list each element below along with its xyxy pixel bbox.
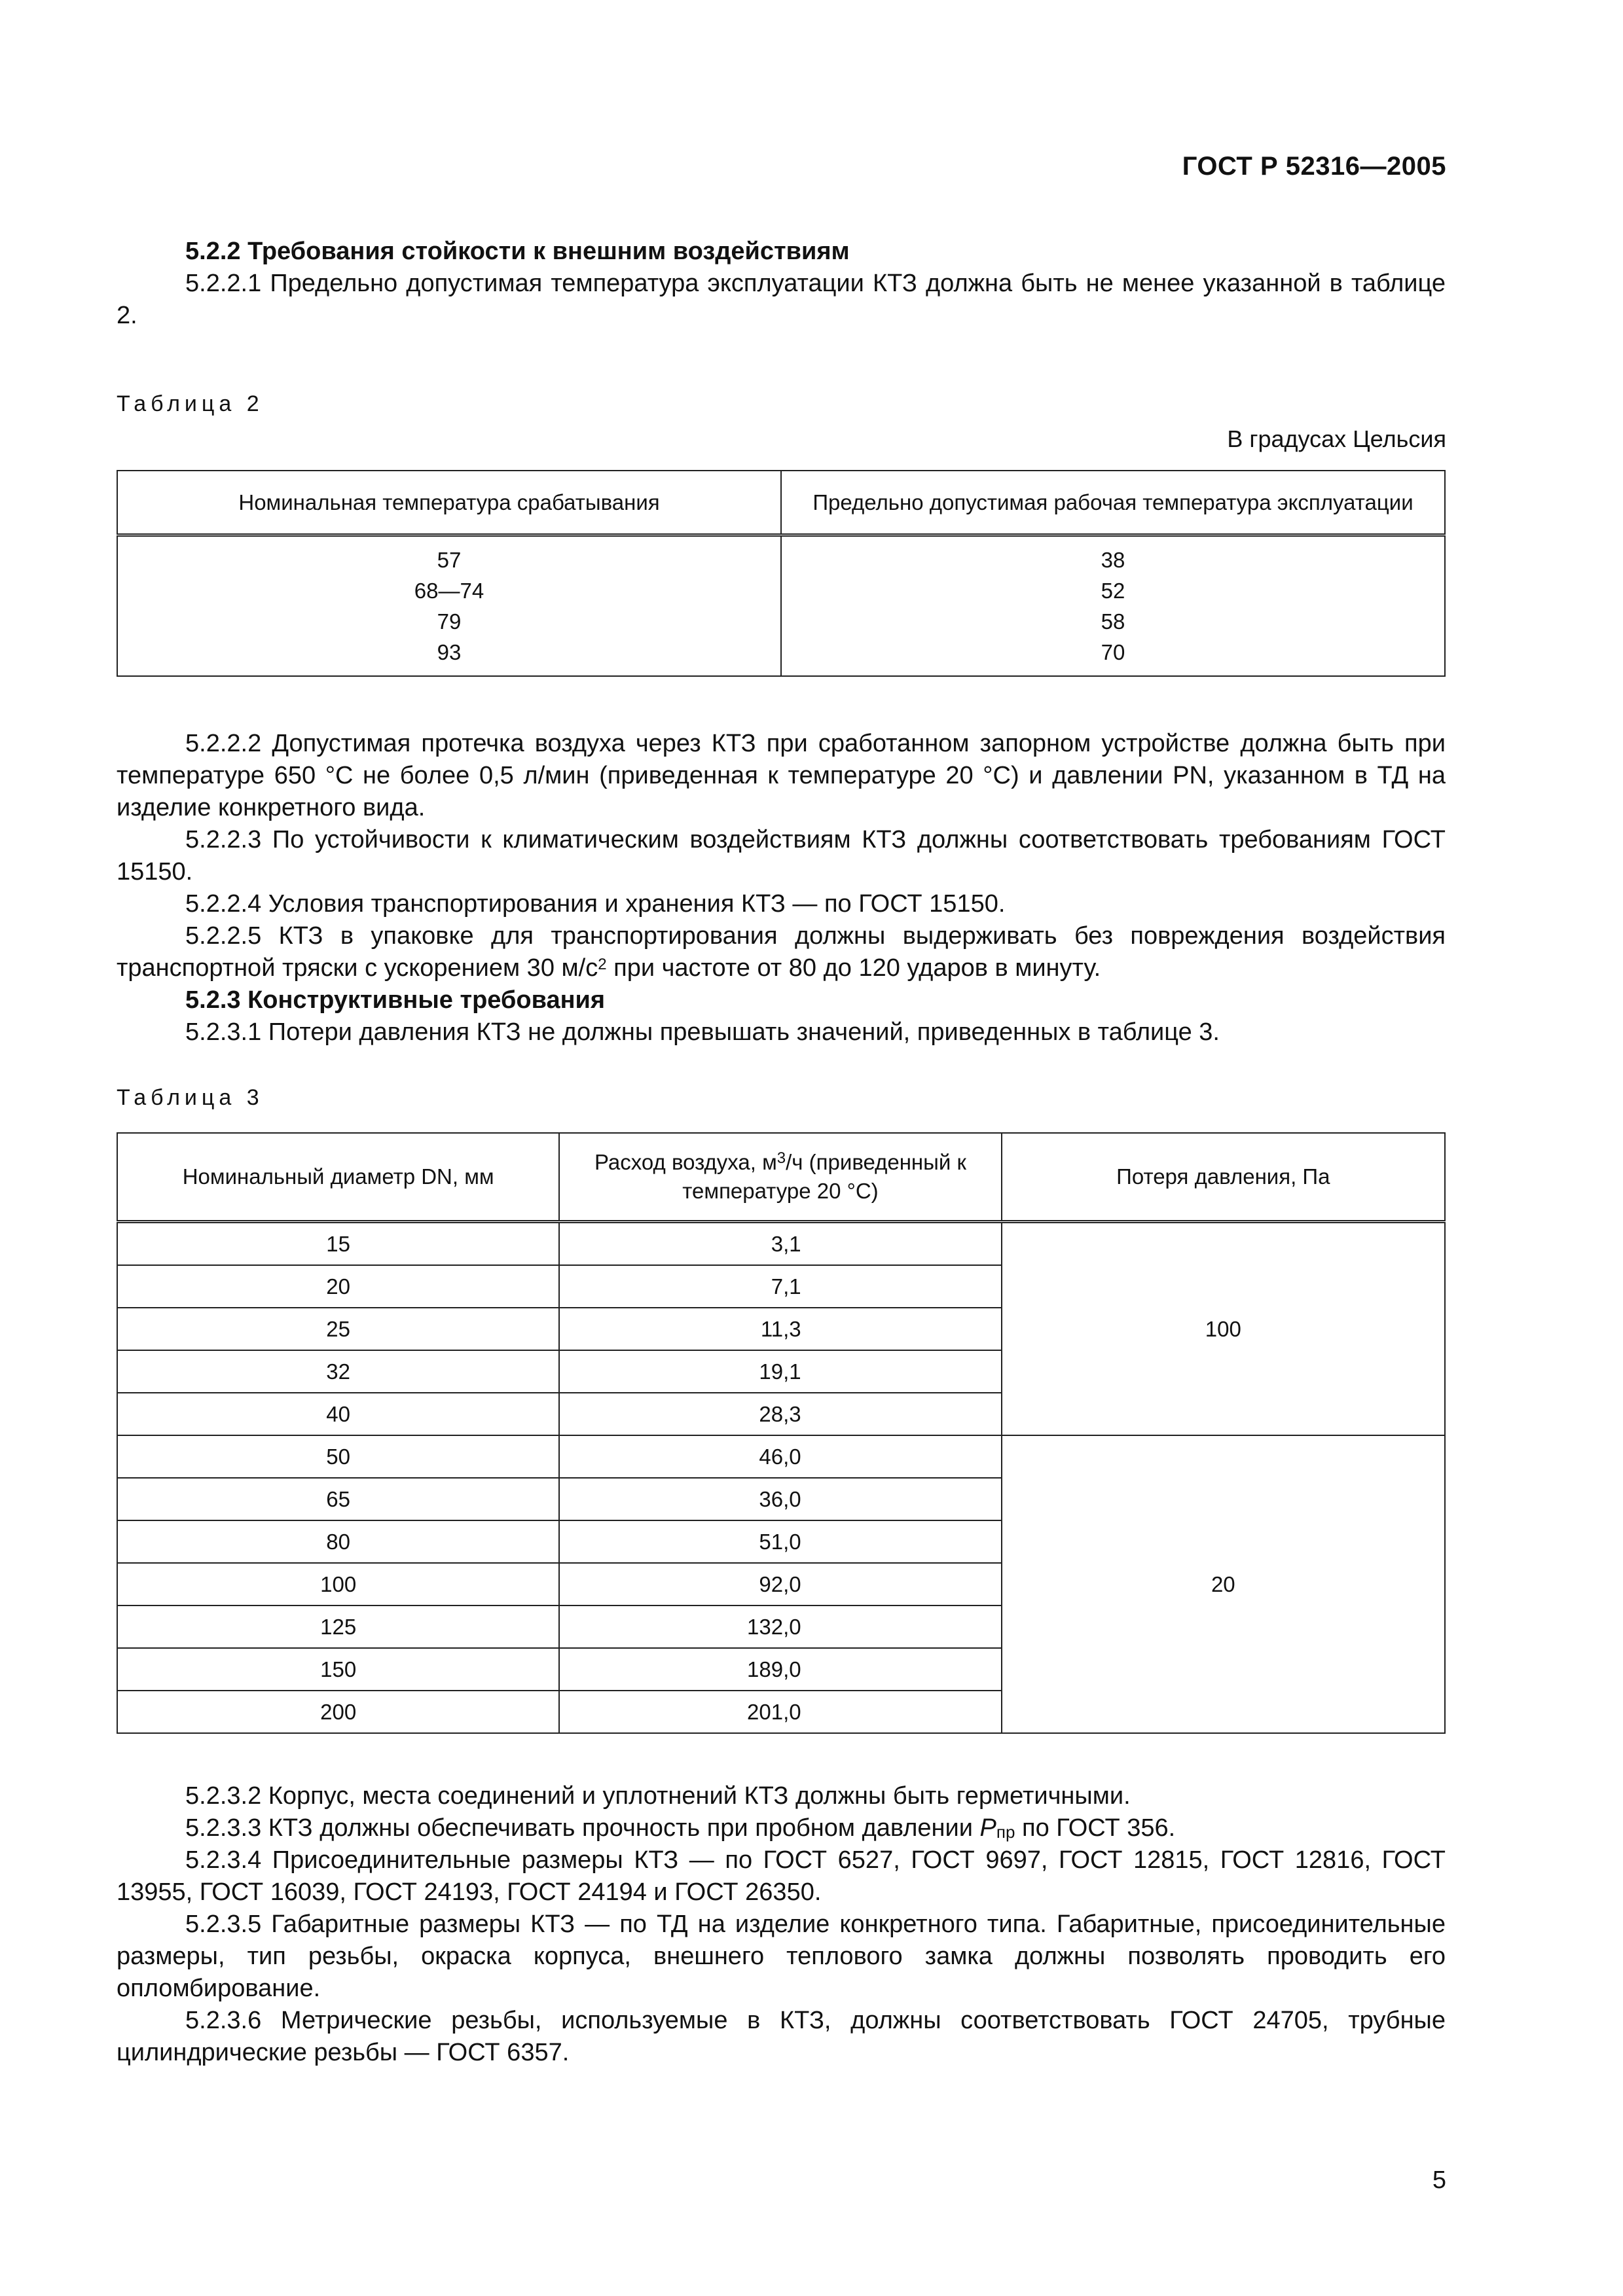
table-cell: 7,1 xyxy=(559,1265,1001,1308)
table-cell: 201,0 xyxy=(559,1691,1001,1733)
table-3 xyxy=(117,1132,1446,1734)
table-cell: 125 xyxy=(117,1605,559,1648)
table-cell: 36,0 xyxy=(559,1478,1001,1520)
table-3-pressure-loss-group-1: 100 xyxy=(1002,1222,1445,1436)
table-cell: 57 xyxy=(437,548,462,572)
table-cell: 93 xyxy=(437,640,462,664)
table-3-label: Таблица 3 xyxy=(117,1085,264,1110)
table-3-header-pressure-loss: Потеря давления, Па xyxy=(1002,1133,1445,1222)
table-cell: 200 xyxy=(117,1691,559,1733)
section-5-2-2 xyxy=(117,236,1446,332)
section-5-2-3-continued xyxy=(117,1780,1446,2069)
table-cell: 11,3 xyxy=(559,1308,1001,1350)
document-code: ГОСТ Р 52316—2005 xyxy=(1182,152,1446,181)
paragraph-5-2-2-2: 5.2.2.2 Допустимая протечка воздуха через КТЗ при сработанном запорном устройстве должна быть при температуре 650 °С не более 0,5 л/мин (приведенная к температуре 20 °С) и давлении PN, указанном в ТД на изделие конкретного вида. xyxy=(117,730,1446,821)
table-cell: 58 xyxy=(1101,609,1125,634)
paragraph-5-2-3-5: 5.2.3.5 Габаритные размеры КТЗ — по ТД на изделие конкретного типа. Габаритные, присоединительные размеры, тип резьбы, окраска корпуса, внешнего теплового замка должны позволять проводить его опломбирование. xyxy=(117,1910,1446,2002)
section-heading-5-2-3: 5.2.3 Конструктивные требования xyxy=(185,986,606,1014)
table-cell: 132,0 xyxy=(559,1605,1001,1648)
table-row xyxy=(117,535,1445,677)
paragraph-5-2-2-5 xyxy=(117,920,1446,984)
table-cell: 92,0 xyxy=(559,1563,1001,1605)
paragraph-text: по ГОСТ 356. xyxy=(1015,1814,1176,1842)
table-cell: 65 xyxy=(117,1478,559,1520)
table-2-header-nominal-temp: Номинальная температура срабатывания xyxy=(117,471,781,535)
page-number: 5 xyxy=(1432,2166,1446,2194)
table-cell: 51,0 xyxy=(559,1520,1001,1563)
table-cell: 38 xyxy=(1101,548,1125,572)
superscript: 2 xyxy=(598,956,607,973)
superscript: 3 xyxy=(776,1149,786,1167)
table-2 xyxy=(117,470,1446,677)
table-cell: 46,0 xyxy=(559,1435,1001,1478)
table-2-col2-values xyxy=(781,535,1445,677)
paragraph-text: при частоте от 80 до 120 ударов в минуту. xyxy=(606,954,1101,982)
section-heading-5-2-2: 5.2.2 Требования стойкости к внешним воздействиям xyxy=(185,238,850,265)
table-cell: 79 xyxy=(437,609,462,634)
table-cell: 50 xyxy=(117,1435,559,1478)
table-cell: 15 xyxy=(117,1222,559,1266)
paragraph-5-2-2-4: 5.2.2.4 Условия транспортирования и хранения КТЗ — по ГОСТ 15150. xyxy=(185,890,1006,918)
table-cell: 20 xyxy=(117,1265,559,1308)
table-cell: 100 xyxy=(117,1563,559,1605)
table-row xyxy=(117,1435,1445,1478)
header-text: Расход воздуха, м xyxy=(594,1150,777,1174)
table-cell: 3,1 xyxy=(559,1222,1001,1266)
paragraph-5-2-2-3: 5.2.2.3 По устойчивости к климатическим воздействиям КТЗ должны соответствовать требованиям ГОСТ 15150. xyxy=(117,826,1446,886)
paragraph-5-2-3-3 xyxy=(117,1812,1446,1844)
paragraph-5-2-3-4: 5.2.3.4 Присоединительные размеры КТЗ — по ГОСТ 6527, ГОСТ 9697, ГОСТ 12815, ГОСТ 12816, ГОСТ 13955, ГОСТ 16039, ГОСТ 24193, ГОСТ 24194 и ГОСТ 26350. xyxy=(117,1846,1446,1906)
paragraph-5-2-3-1: 5.2.3.1 Потери давления КТЗ не должны превышать значений, приведенных в таблице 3. xyxy=(185,1018,1220,1046)
paragraph-5-2-2-1: 5.2.2.1 Предельно допустимая температура эксплуатации КТЗ должна быть не менее указанной в таблице 2. xyxy=(117,270,1446,329)
table-cell: 68—74 xyxy=(414,579,484,603)
table-cell: 19,1 xyxy=(559,1350,1001,1393)
table-3-header-diameter: Номинальный диаметр DN, мм xyxy=(117,1133,559,1222)
paragraph-text: 5.2.2.5 КТЗ в упаковке для транспортирования должны выдерживать без повреждения воздействия транспортной тряски с ускорением 30 м/с xyxy=(117,922,1446,982)
table-cell: 32 xyxy=(117,1350,559,1393)
table-row xyxy=(117,1222,1445,1266)
table-2-col1-values xyxy=(117,535,781,677)
pressure-symbol: Р xyxy=(979,1814,996,1842)
table-3-pressure-loss-group-2: 20 xyxy=(1002,1435,1445,1733)
table-3-header-airflow xyxy=(559,1133,1001,1222)
table-cell: 40 xyxy=(117,1393,559,1435)
table-2-header-max-temp: Предельно допустимая рабочая температура эксплуатации xyxy=(781,471,1445,535)
table-cell: 150 xyxy=(117,1648,559,1691)
paragraph-5-2-3-6: 5.2.3.6 Метрические резьбы, используемые в КТЗ, должны соответствовать ГОСТ 24705, трубные цилиндрические резьбы — ГОСТ 6357. xyxy=(117,2007,1446,2066)
table-cell: 52 xyxy=(1101,579,1125,603)
table-cell: 189,0 xyxy=(559,1648,1001,1691)
subscript: пр xyxy=(996,1822,1015,1842)
table-2-label: Таблица 2 xyxy=(117,391,264,416)
paragraph-text: 5.2.3.3 КТЗ должны обеспечивать прочность при пробном давлении xyxy=(185,1814,980,1842)
table-cell: 80 xyxy=(117,1520,559,1563)
paragraph-5-2-3-2: 5.2.3.2 Корпус, места соединений и уплотнений КТЗ должны быть герметичными. xyxy=(185,1782,1131,1810)
table-2-units: В градусах Цельсия xyxy=(1227,425,1446,452)
table-cell: 28,3 xyxy=(559,1393,1001,1435)
table-cell: 25 xyxy=(117,1308,559,1350)
table-cell: 70 xyxy=(1101,640,1125,664)
section-5-2-2-continued xyxy=(117,728,1446,1049)
header-text: /ч (приведенный к температуре 20 °С) xyxy=(682,1150,966,1203)
